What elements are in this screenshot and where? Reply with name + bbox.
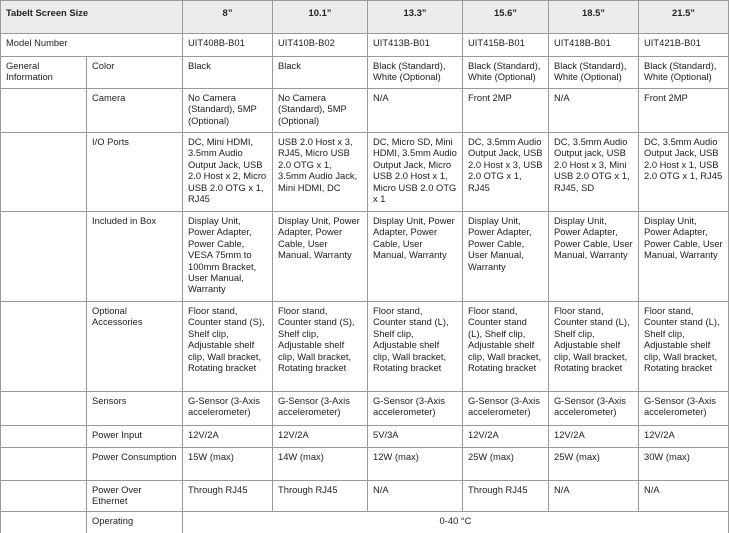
spec-cell: G-Sensor (3-Axis accelerometer) bbox=[463, 392, 549, 426]
spec-cell: 25W (max) bbox=[463, 448, 549, 481]
optional-accessories-row bbox=[1, 302, 729, 392]
group-spacer bbox=[1, 392, 87, 426]
spec-cell: Display Unit, Power Adapter, Power Cable, User Manual, Warranty bbox=[273, 212, 368, 302]
spec-cell: DC, Mini HDMI, 3.5mm Audio Output Jack, USB 2.0 Host x 2, Micro USB 2.0 OTG x 1, RJ45 bbox=[183, 133, 273, 212]
model-number-cell: UIT421B-B01 bbox=[639, 34, 729, 57]
spec-cell: Display Unit, Power Adapter, Power Cable, User Manual, Warranty bbox=[368, 212, 463, 302]
spec-cell: Black bbox=[183, 57, 273, 89]
spec-cell: Display Unit, Power Adapter, Power Cable, User Manual, Warranty bbox=[639, 212, 729, 302]
operating-row bbox=[1, 512, 729, 533]
model-number-cell: UIT413B-B01 bbox=[368, 34, 463, 57]
camera-row bbox=[1, 89, 729, 133]
row-label-color: Color bbox=[87, 57, 183, 89]
model-number-cell: UIT418B-B01 bbox=[549, 34, 639, 57]
spec-cell: Floor stand, Counter stand (L), Shelf clip, Adjustable shelf clip, Wall bracket, Rotating bracket bbox=[549, 302, 639, 392]
header-row bbox=[1, 1, 729, 34]
spec-cell: 12V/2A bbox=[463, 426, 549, 448]
included-in-box-row bbox=[1, 212, 729, 302]
spec-cell: 5V/3A bbox=[368, 426, 463, 448]
spec-cell: 14W (max) bbox=[273, 448, 368, 481]
spec-cell: Floor stand, Counter stand (L), Shelf clip, Adjustable shelf clip, Wall bracket, Rotating bracket bbox=[463, 302, 549, 392]
spec-cell: N/A bbox=[549, 89, 639, 133]
spec-cell: Through RJ45 bbox=[273, 481, 368, 512]
group-spacer bbox=[1, 481, 87, 512]
header-size-18-5: 18.5” bbox=[549, 1, 639, 34]
power-over-ethernet-row bbox=[1, 481, 729, 512]
spec-cell: Front 2MP bbox=[639, 89, 729, 133]
model-number-cell: UIT415B-B01 bbox=[463, 34, 549, 57]
io-ports-row bbox=[1, 133, 729, 212]
spec-cell: Through RJ45 bbox=[463, 481, 549, 512]
row-label-operating: Operating bbox=[87, 512, 183, 533]
spec-cell: Floor stand, Counter stand (L), Shelf clip, Adjustable shelf clip, Wall bracket, Rotating bracket bbox=[368, 302, 463, 392]
spec-cell: Black (Standard), White (Optional) bbox=[368, 57, 463, 89]
spec-cell: Floor stand, Counter stand (L), Shelf clip, Adjustable shelf clip, Wall bracket, Rotating bracket bbox=[639, 302, 729, 392]
spec-cell: 12V/2A bbox=[639, 426, 729, 448]
spec-cell: Display Unit, Power Adapter, Power Cable, User Manual, Warranty bbox=[549, 212, 639, 302]
row-label-optional-accessories: Optional Accessories bbox=[87, 302, 183, 392]
spec-cell: 12W (max) bbox=[368, 448, 463, 481]
spec-cell: G-Sensor (3-Axis accelerometer) bbox=[639, 392, 729, 426]
spec-cell: Front 2MP bbox=[463, 89, 549, 133]
spec-cell: G-Sensor (3-Axis accelerometer) bbox=[549, 392, 639, 426]
sensors-row bbox=[1, 392, 729, 426]
group-spacer bbox=[1, 212, 87, 302]
row-label-camera: Camera bbox=[87, 89, 183, 133]
header-size-13-3: 13.3” bbox=[368, 1, 463, 34]
spec-cell: 15W (max) bbox=[183, 448, 273, 481]
header-size-21-5: 21.5” bbox=[639, 1, 729, 34]
group-spacer bbox=[1, 302, 87, 392]
group-spacer bbox=[1, 133, 87, 212]
row-label-power-consumption: Power Consumption bbox=[87, 448, 183, 481]
spec-cell: DC, 3.5mm Audio Output Jack, USB 2.0 Host x 3, USB 2.0 OTG x 1, RJ45 bbox=[463, 133, 549, 212]
model-number-row bbox=[1, 34, 729, 57]
spec-cell: Display Unit, Power Adapter, Power Cable, User Manual, Warranty bbox=[463, 212, 549, 302]
model-number-cell: UIT408B-B01 bbox=[183, 34, 273, 57]
header-size-15-6: 15.6” bbox=[463, 1, 549, 34]
spec-cell: 25W (max) bbox=[549, 448, 639, 481]
spec-cell: Black (Standard), White (Optional) bbox=[639, 57, 729, 89]
row-label-power-over-ethernet: Power Over Ethernet bbox=[87, 481, 183, 512]
spec-cell: N/A bbox=[639, 481, 729, 512]
operating-temperature: 0-40 °C bbox=[183, 512, 729, 533]
header-label: Tabelt Screen Size bbox=[1, 1, 183, 34]
row-label-power-input: Power Input bbox=[87, 426, 183, 448]
spec-cell: 12V/2A bbox=[183, 426, 273, 448]
group-label-general-information: General Information bbox=[1, 57, 87, 89]
spec-cell: No Camera (Standard), 5MP (Optional) bbox=[273, 89, 368, 133]
power-input-row bbox=[1, 426, 729, 448]
group-spacer bbox=[1, 426, 87, 448]
spec-cell: DC, Micro SD, Mini HDMI, 3.5mm Audio Output Jack, Micro USB 2.0 Host x 1, Micro USB 2.0 OTG x 1 bbox=[368, 133, 463, 212]
spec-cell: G-Sensor (3-Axis accelerometer) bbox=[368, 392, 463, 426]
spec-cell: G-Sensor (3-Axis accelerometer) bbox=[183, 392, 273, 426]
spec-cell: Black (Standard), White (Optional) bbox=[463, 57, 549, 89]
spec-cell: Floor stand, Counter stand (S), Shelf clip, Adjustable shelf clip, Wall bracket, Rotating bracket bbox=[273, 302, 368, 392]
spec-cell: N/A bbox=[549, 481, 639, 512]
row-label-sensors: Sensors bbox=[87, 392, 183, 426]
spec-cell: No Camera (Standard), 5MP (Optional) bbox=[183, 89, 273, 133]
spec-cell: Through RJ45 bbox=[183, 481, 273, 512]
model-number-cell: UIT410B-B02 bbox=[273, 34, 368, 57]
group-spacer bbox=[1, 512, 87, 533]
header-size-10-1: 10.1” bbox=[273, 1, 368, 34]
spec-cell: 12V/2A bbox=[273, 426, 368, 448]
spec-cell: Display Unit, Power Adapter, Power Cable, VESA 75mm to 100mm Bracket, User Manual, Warranty bbox=[183, 212, 273, 302]
spec-cell: G-Sensor (3-Axis accelerometer) bbox=[273, 392, 368, 426]
color-row bbox=[1, 57, 729, 89]
power-consumption-row bbox=[1, 448, 729, 481]
spec-cell: USB 2.0 Host x 3, RJ45, Micro USB 2.0 OTG x 1, 3.5mm Audio Jack, Mini HDMI, DC bbox=[273, 133, 368, 212]
header-size-8: 8” bbox=[183, 1, 273, 34]
spec-cell: 12V/2A bbox=[549, 426, 639, 448]
spec-cell: DC, 3.5mm Audio Output jack, USB 2.0 Host x 3, Mini USB 2.0 OTG x 1, RJ45, SD bbox=[549, 133, 639, 212]
row-label-io-ports: I/O Ports bbox=[87, 133, 183, 212]
spec-cell: Floor stand, Counter stand (S), Shelf clip, Adjustable shelf clip, Wall bracket, Rotating bracket bbox=[183, 302, 273, 392]
spec-cell: DC, 3.5mm Audio Output Jack, USB 2.0 Host x 1, USB 2.0 OTG x 1, RJ45 bbox=[639, 133, 729, 212]
spec-cell: 30W (max) bbox=[639, 448, 729, 481]
model-number-label: Model Number bbox=[1, 34, 183, 57]
spec-cell: N/A bbox=[368, 89, 463, 133]
spec-cell: N/A bbox=[368, 481, 463, 512]
row-label-included-in-box: Included in Box bbox=[87, 212, 183, 302]
spec-cell: Black bbox=[273, 57, 368, 89]
group-spacer bbox=[1, 448, 87, 481]
group-spacer bbox=[1, 89, 87, 133]
spec-cell: Black (Standard), White (Optional) bbox=[549, 57, 639, 89]
